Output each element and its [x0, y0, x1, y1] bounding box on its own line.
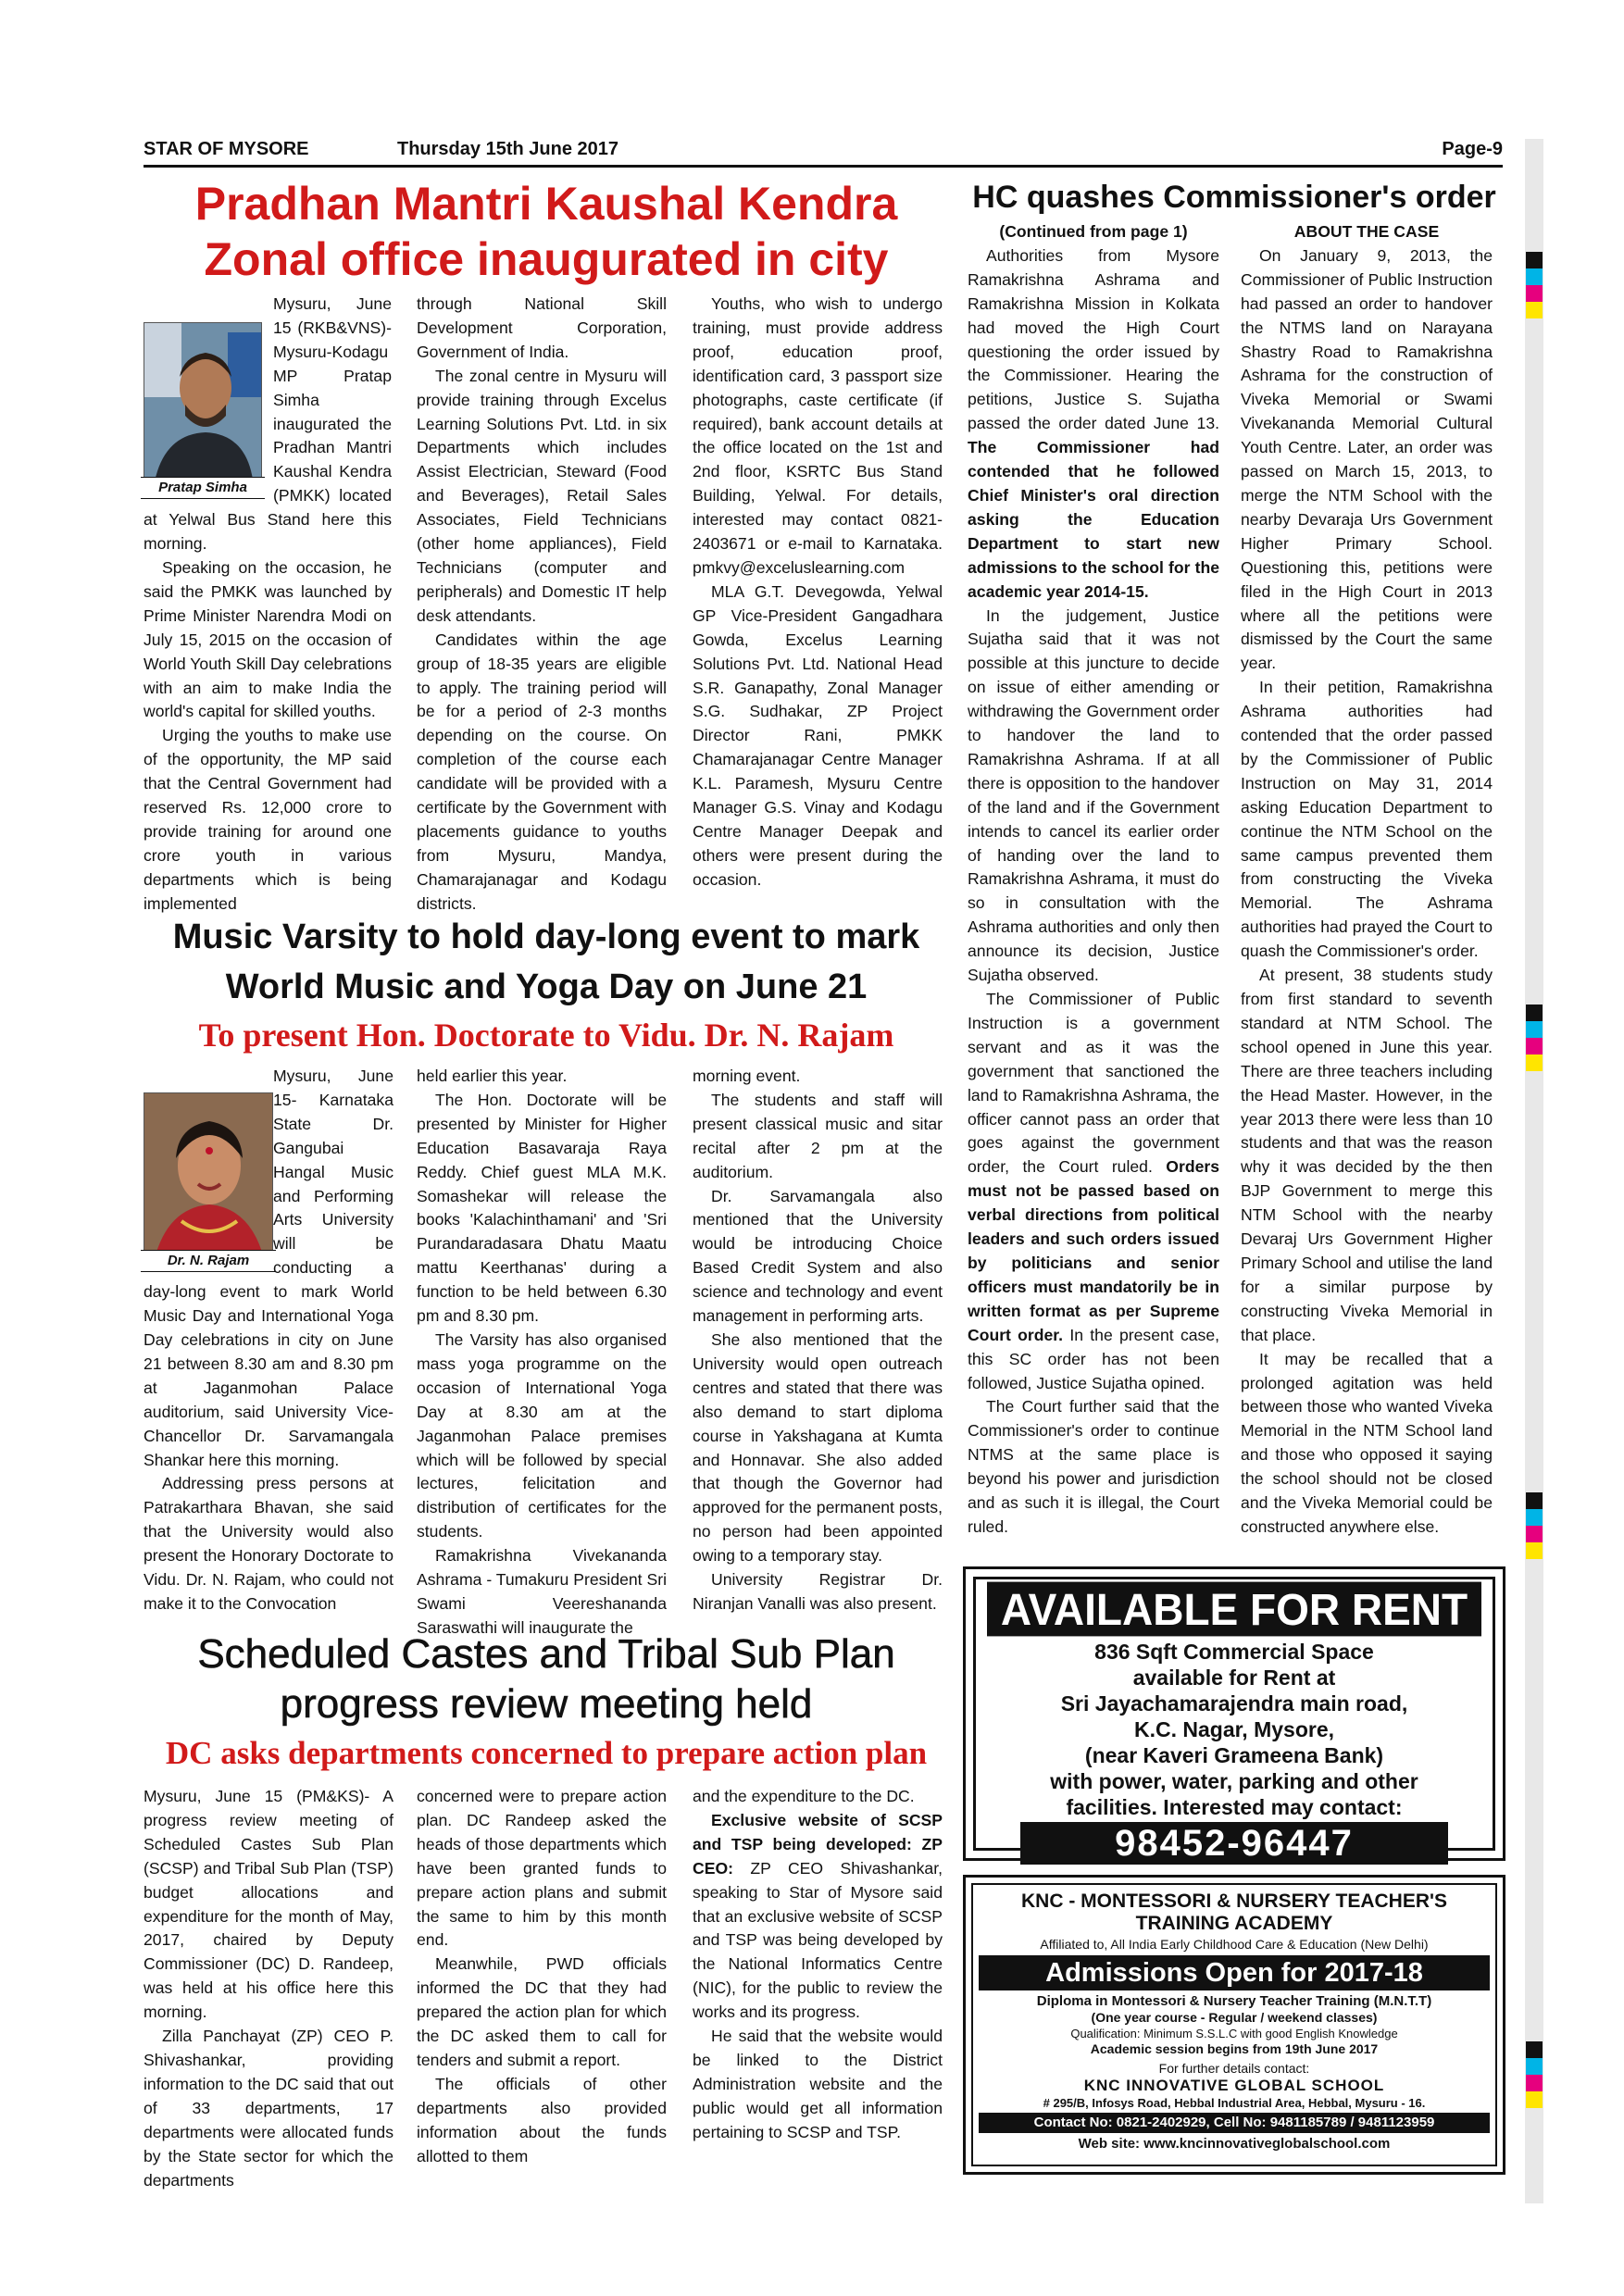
knc-contact: Contact No: 0821-2402929, Cell No: 9481185789 / 9481123959 — [979, 2113, 1490, 2133]
issue-date: Thursday 15th June 2017 — [397, 139, 618, 159]
article2-col2-p1: held earlier this year. — [417, 1067, 568, 1085]
knc-address: # 295/B, Infosys Road, Hebbal Industrial Area, Hebbal, Mysuru - 16. — [1043, 2096, 1426, 2110]
article4-col1-p1-a: Authorities from Mysore Ramakrishna Ashrama and Ramakrishna Mission in Kolkata had moved the High Court questioning the order issued by the Commissioner. Hearing the petitions, Justice S. Sujatha passed the order dated June 13. — [968, 245, 1219, 433]
knc-ad — [963, 1875, 1505, 2175]
rent-ad-line6: with power, water, parking and other — [1050, 1769, 1418, 1793]
article3-col1-p1: Mysuru, June 15 (PM&KS)- A progress review meeting of Scheduled Castes Sub Plan (SCSP) and Tribal Sub Plan (TSP) budget allocations and expenditure for the month of May, 2017, chaired by Deputy Commissioner (DC) D. Randeep, was held at his office here this morning. — [144, 1787, 394, 2022]
reg-magenta — [1526, 285, 1543, 302]
reg-block-2 — [1526, 1004, 1543, 1071]
article3-col3-p3: He said that the website would be linked to the District Administration website and the public would get all information pertaining to SCSP and TSP. — [693, 2027, 943, 2141]
article4-col1-p3-a: The Commissioner of Public Instruction is a government servant and as it was the government that sanctioned the land to Ramakrishna Ashrama, the officer cannot pass an order that goes against the government order, the Court ruled. — [968, 990, 1219, 1177]
knc-title-line1: KNC - MONTESSORI & NURSERY TEACHER'S — [1020, 1890, 1448, 1912]
article2-col3 — [693, 1065, 943, 1616]
rent-ad-line7: facilities. Interested may contact: — [1066, 1795, 1403, 1819]
reg-magenta — [1526, 1038, 1543, 1054]
article4-col1-p1 — [968, 244, 1219, 605]
article2-col1 — [144, 1065, 394, 1616]
knc-school: KNC INNOVATIVE GLOBAL SCHOOL — [1083, 2077, 1385, 2094]
article2-col2 — [417, 1065, 667, 1641]
page-number: Page-9 — [1442, 139, 1503, 159]
knc-diploma: Diploma in Montessori & Nursery Teacher Training (M.N.T.T) — [1036, 1993, 1432, 2009]
article2-col3-p2: The students and staff will present classical music and sitar recital after 2 pm at the auditorium. — [693, 1090, 943, 1181]
knc-affiliation: Affiliated to, All India Early Childhood Care & Education (New Delhi) — [1040, 1937, 1429, 1952]
knc-admissions: Admissions Open for 2017-18 — [979, 1955, 1490, 1990]
article1-headline-line1: Pradhan Mantri Kaushal Kendra — [194, 178, 898, 230]
reg-black — [1526, 1004, 1543, 1021]
article2-col3-p4: She also mentioned that the University would open outreach centres and stated that there was also demand to start diploma course in Yakshagana at Kumta and Honnavar. She also added that though the Governor had approved for the permanent posts, no person had been appointed owing to a temporary stay. — [693, 1329, 943, 1566]
article2-headline — [139, 912, 954, 1012]
rent-ad-lines — [976, 1639, 1493, 1820]
article1-col2 — [417, 293, 667, 917]
rajam-caption: Dr. N. Rajam — [141, 1250, 276, 1272]
article1-col1-p1: Mysuru, June 15 (RKB&VNS)- Mysuru-Kodagu MP Pratap Simha inaugurated the Pradhan Mantri Kaushal Kendra (PMKK) located at Yelwal Bus Stand here this morning. — [144, 294, 392, 554]
article3-col3-p1: and the expenditure to the DC. — [693, 1787, 915, 1805]
paper-name: STAR OF MYSORE — [144, 139, 309, 159]
article2-headline-line2: World Music and Yoga Day on June 21 — [225, 967, 868, 1006]
article1-col3-p1: Youths, who wish to undergo training, must provide address proof, education proof, identification card, 3 passport size photographs, caste certificate (if required), bank account details at the office located on the 1st and 2nd floor, KSRTC Bus Stand Building, Yelwal. For details, interested may contact 0821-2403671 or e-mail to Karnataka. pmkvy@exceluslearning.com — [693, 294, 943, 577]
article2-col2-p4: Ramakrishna Vivekananda Ashrama - Tumakuru President Sri Swami Veereshananda Saraswathi will inaugurate the — [417, 1546, 667, 1637]
article1-col2-p1: through National Skill Development Corporation, Government of India. — [417, 294, 667, 361]
article4-col1-p2: In the judgement, Justice Sujatha said that it was not possible at this juncture to decide on issue of either amending or withdrawing the Government order to handover the land to Ramakrishna Ashrama. If at all there is opposition to the handover of the land and if the Government intends to cancel its earlier order of handing over the land to Ramakrishna Ashrama, it must do so in consultation with the Ashrama authorities and only then announce its decision, Justice Sujatha observed. — [968, 605, 1219, 985]
article2-subhead: To present Hon. Doctorate to Vidu. Dr. N. Rajam — [198, 1017, 894, 1054]
article3-col3-p2-rest: ZP CEO Shivashankar, speaking to Star of Mysore said that an exclusive website of SCSP and TSP was being developed by the National Informatics Centre (NIC), for the public to review the works and its progress. — [693, 1858, 943, 2022]
rent-ad-line5: (near Kaveri Grameena Bank) — [1084, 1743, 1384, 1767]
knc-details: For further details contact: — [1158, 2061, 1310, 2076]
article1-col2-p2: The zonal centre in Mysuru will provide training through Excelus Learning Solutions Pvt. Ltd. in six Departments which includes Assist Electrician, Steward (Food and Beverages), Retail Sales Associates, Field Technicians (other home appliances), Field Technicians (computer and peripherals) and Domestic IT help desk attendants. — [417, 366, 667, 625]
article1-col1-p2: Speaking on the occasion, he said the PMKK was launched by Prime Minister Narendra Modi on July 15, 2015 on the occasion of World Youth Skill Day celebrations with an aim to make India the world's capital for skilled youths. — [144, 557, 392, 721]
reg-cyan — [1526, 268, 1543, 285]
knc-course: (One year course - Regular / weekend classes) — [1091, 2010, 1378, 2025]
article3-headline-line2: progress review meeting held — [280, 1681, 813, 1727]
article2-col1-p1: Mysuru, June 15- Karnataka State Dr. Gangubai Hangal Music and Performing Arts University will be conducting a day-long event to mark World Music Day and International Yoga Day celebrations in city on June 21 between 8.30 am and 8.30 pm at Jaganmohan Palace auditorium, said University Vice-Chancellor Dr. Sarvamangala Shankar here this morning. — [144, 1067, 394, 1469]
reg-yellow — [1526, 1542, 1543, 1559]
reg-cyan — [1526, 1021, 1543, 1038]
article4-col2-p4: It may be recalled that a prolonged agitation was held between those who wanted Viveka Memorial in the NTM School land and those who opposed it saying the school should not be closed and the Viveka Memorial could be constructed anywhere else. — [1241, 1349, 1493, 1536]
article4-headline: HC quashes Commissioner's order — [972, 180, 1496, 215]
article1-headline — [139, 176, 954, 287]
article2-col3-p5: University Registrar Dr. Niranjan Vanalli was also present. — [693, 1570, 943, 1613]
reg-black — [1526, 252, 1543, 268]
article1-col2-p3: Candidates within the age group of 18-35 years are eligible to apply. The training period will be for a period of 2-3 months depending on the course. On completion of the course each candidate will be provided with a certificate by the Government with placements guidance to youths from Mysuru, Mandya, Chamarajanagar and Kodagu districts. — [417, 630, 667, 913]
article3-col1 — [144, 1785, 394, 2192]
article3-col3 — [693, 1785, 943, 2145]
rent-ad-title: AVAILABLE FOR RENT — [987, 1582, 1481, 1637]
article4-col1-p3 — [968, 988, 1219, 1395]
reg-yellow — [1526, 1054, 1543, 1071]
article2-col2-p3: The Varsity has also organised mass yoga programme on the occasion of International Yoga Day at 8.30 am at the Jaganmohan Palace premises which will be followed by special lectures, felicitation and distribution of certificates for the students. — [417, 1329, 667, 1541]
article3-col2-p2: Meanwhile, PWD officials informed the DC that they had prepared the action plan for which the DC asked them to call for tenders and submit a report. — [417, 1954, 667, 2069]
reg-magenta — [1526, 2075, 1543, 2091]
reg-block-4 — [1526, 2041, 1543, 2108]
article2-headline-line1: Music Varsity to hold day-long event to mark — [172, 917, 920, 956]
article1-col3 — [693, 293, 943, 892]
article2-col1-p2: Addressing press persons at Patrakarthara Bhavan, she said that the University would also present the Honorary Doctorate to Vidu. Dr. N. Rajam, who could not make it to the Convocation — [144, 1474, 394, 1613]
reg-block-3 — [1526, 1492, 1543, 1559]
article2-col2-p2: The Hon. Doctorate will be presented by Minister for Higher Education Basavaraja Raya Reddy. Chief guest MLA M.K. Somashekar will release the books 'Kalachinthamani' and 'Sri Purandaradasara Dhatu Maatu mattu Keerthanas' during a function to be held between 6.30 pm and 8.30 pm. — [417, 1090, 667, 1326]
article3-col3-p2 — [693, 1809, 943, 2025]
knc-qualification: Qualification: Minimum S.S.L.C with good English Knowledge — [1070, 2027, 1398, 2040]
rent-ad-line4: K.C. Nagar, Mysore, — [1133, 1717, 1335, 1741]
rent-ad — [963, 1566, 1505, 1864]
pratap-simha-caption: Pratap Simha — [141, 477, 265, 499]
article1-col1-p3: Urging the youths to make use of the opportunity, the MP said that the Central Government had reserved Rs. 12,000 crore to provide training for around one crore youth in various departments which is being implemented — [144, 726, 392, 913]
reg-yellow — [1526, 2091, 1543, 2108]
knc-title-line2: TRAINING ACADEMY — [1135, 1913, 1333, 1934]
reg-yellow — [1526, 302, 1543, 318]
masthead — [144, 139, 1503, 168]
article1-col1 — [144, 293, 392, 917]
article3-col2-p3: The officials of other departments also provided information about the funds allotted to them — [417, 2074, 667, 2165]
article2-col3-p3: Dr. Sarvamangala also mentioned that the University would be introducing Choice Based Credit System and also science and technology and event management in performing arts. — [693, 1186, 943, 1326]
article4-col1 — [968, 220, 1219, 1540]
rent-ad-line3: Sri Jayachamarajendra main road, — [1060, 1691, 1408, 1716]
article4-col1-p3-bold: Orders must not be passed based on verbal directions from political leaders and such orders issued by politicians and senior officers must mandatorily be in written format as per Supreme Court order. — [968, 1157, 1219, 1344]
article3-col1-p2: Zilla Panchayat (ZP) CEO P. Shivashankar, providing information to the DC said that out of 33 departments, 17 departments were allocated funds by the State sector for which the departments — [144, 2027, 394, 2190]
article4-col2-p2: In their petition, Ramakrishna Ashrama authorities had contended that the order passed by the Commissioner of Public Instruction on May 31, 2014 asking Education Department to continue the NTM School on the same campus prevented them from constructing the Viveka Memorial. The Ashrama authorities had prayed the Court to quash the Commissioner's order. — [1241, 678, 1493, 961]
article4-col1-p1-bold: The Commissioner had contended that he followed Chief Minister's oral direction asking the Education Department to start new admissions to the school for the academic year 2014-15. — [968, 438, 1219, 601]
rent-ad-line2: available for Rent at — [1132, 1666, 1336, 1690]
article1-headline-line2: Zonal office inaugurated in city — [204, 233, 889, 285]
article4-col1-p4: The Court further said that the Commissioner's order to continue NTMS at the same place is beyond his power and jurisdiction and as such it is illegal, the Court ruled. — [968, 1397, 1219, 1536]
registration-marks — [1525, 139, 1543, 2203]
reg-block-1 — [1526, 252, 1543, 318]
article1-col3-p2: MLA G.T. Devegowda, Yelwal GP Vice-President Gangadhara Gowda, Excelus Learning Solutions Pvt. Ltd. National Head S.R. Ganapathy, Zonal Manager S.G. Sudhakar, ZP Project Director Rani, PMKK Chamarajanagar Centre Manager K.L. Paramesh, Mysuru Centre Manager G.S. Vinay and Kodagu Centre Manager Deepak and others were present during the occasion. — [693, 581, 943, 889]
article3-subhead: DC asks departments concerned to prepare action plan — [165, 1735, 928, 1771]
article4-continued: (Continued from page 1) — [999, 222, 1188, 241]
reg-cyan — [1526, 1509, 1543, 1526]
rent-ad-phone: 98452-96447 — [1020, 1822, 1448, 1865]
article2-col3-p1: morning event. — [693, 1067, 801, 1085]
article3-headline — [139, 1629, 954, 1729]
article4-col1-p3-b: In the present case, this SC order has not been followed, Justice Sujatha opined. — [968, 1325, 1219, 1392]
article4-col2-p1: On January 9, 2013, the Commissioner of Public Instruction had passed an order to handover the NTMS land on Narayana Shastry Road to Ramakrishna Ashrama for the construction of Viveka Memorial or Swami Vivekananda Memorial Cultural Youth Centre. Later, an order was passed on March 15, 2013, to merge the NTM School with the nearby Devaraja Urs Government Higher Primary School. Questioning this, petitions were filed in the High Court in 2013 where all the petitions were dismissed by the Court the same year. — [1241, 245, 1493, 673]
knc-website: Web site: www.kncinnovativeglobalschool.com — [1078, 2136, 1391, 2152]
article3-col2-p1: concerned were to prepare action plan. DC Randeep asked the heads of those departments which have been granted funds to prepare action plans and submit the same to him by this month end. — [417, 1787, 667, 1950]
reg-black — [1526, 2041, 1543, 2058]
article3-col3-bold: Exclusive website of SCSP and TSP being developed: ZP CEO: — [693, 1810, 943, 1878]
about-case-title: ABOUT THE CASE — [1293, 222, 1440, 241]
reg-cyan — [1526, 2058, 1543, 2075]
rent-ad-line1: 836 Sqft Commercial Space — [1094, 1640, 1374, 1664]
reg-magenta — [1526, 1526, 1543, 1542]
article4-col2 — [1241, 220, 1493, 1540]
article3-col2 — [417, 1785, 667, 2169]
article4-col2-p3: At present, 38 students study from first standard to seventh standard at NTM School. The school opened in June this year. There are three teachers including the Head Master. However, in the year 2013 there were less than 10 students and that was the reason why it was decided by the then BJP Government to merge this NTM School with the nearby Devaraj Urs Government Higher Primary School and utilise the land for a similar purpose by constructing Viveka Memorial in that place. — [1241, 966, 1493, 1344]
knc-session: Academic session begins from 19th June 2017 — [1090, 2041, 1379, 2056]
article3-headline-line1: Scheduled Castes and Tribal Sub Plan — [197, 1631, 895, 1677]
reg-black — [1526, 1492, 1543, 1509]
